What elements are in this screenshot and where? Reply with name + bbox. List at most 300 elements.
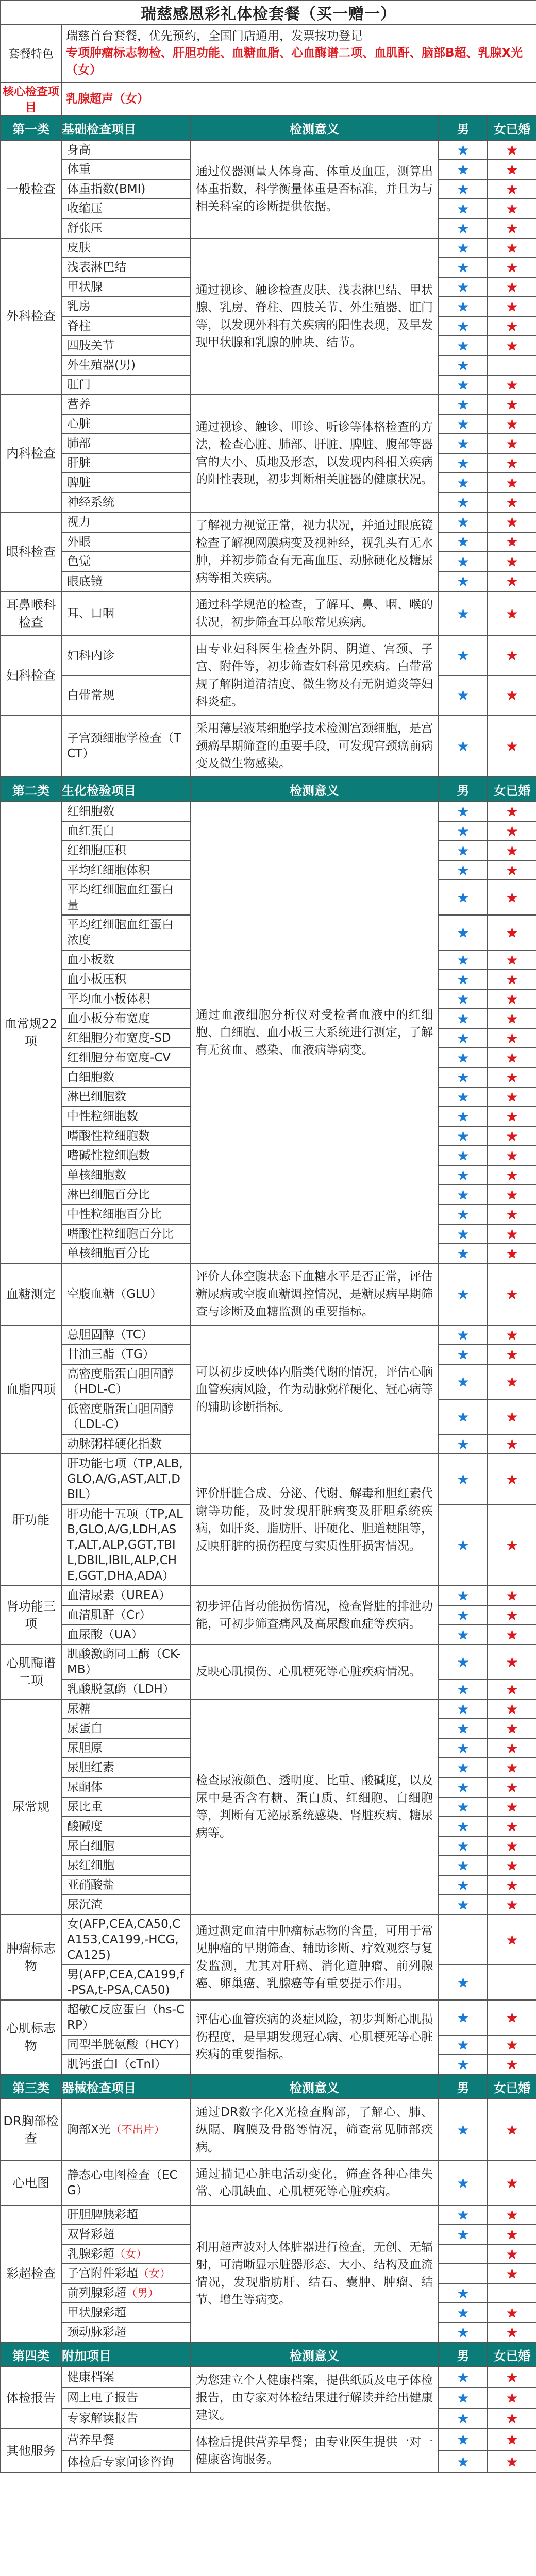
item-description: 利用超声波对人体脏器进行检查，无创、无辐射，可清晰显示脏器形态、大小、结构及血流情况，发现脂肪肝、结石、囊肿、肿瘤、结节、增生等病变。 [190, 2205, 439, 2342]
male-mark: ★ [439, 1817, 488, 1836]
item-name: 平均红细胞血红蛋白浓度 [61, 915, 190, 950]
male-mark: ★ [439, 2408, 488, 2429]
item-name: 四肢关节 [61, 336, 190, 355]
female-mark: ★ [488, 572, 536, 592]
item-name: 平均红细胞血红蛋白量 [61, 880, 190, 915]
item-name: 血红蛋白 [61, 821, 190, 841]
male-mark: ★ [439, 1399, 488, 1434]
male-mark: ★ [439, 1719, 488, 1738]
item-name: 子宫颈细胞学检查（TCT） [61, 715, 190, 777]
male-mark: ★ [439, 179, 488, 199]
col-male-header: 男 [439, 115, 488, 140]
item-name: 皮肤 [61, 238, 190, 258]
female-mark: ★ [488, 915, 536, 950]
female-mark: ★ [488, 802, 536, 821]
item-name: 酸碱度 [61, 1817, 190, 1836]
item-name: 双肾彩超 [61, 2225, 190, 2244]
male-mark: ★ [439, 375, 488, 395]
male-mark [439, 2244, 488, 2264]
female-mark: ★ [488, 715, 536, 777]
female-mark: ★ [488, 1185, 536, 1205]
male-mark: ★ [439, 591, 488, 636]
item-name: 外眼 [61, 532, 190, 552]
female-mark: ★ [488, 1719, 536, 1738]
male-mark: ★ [439, 336, 488, 355]
item-name: 尿糖 [61, 1699, 190, 1719]
features-text [61, 24, 536, 82]
female-mark: ★ [488, 1875, 536, 1895]
female-mark: ★ [488, 1680, 536, 1699]
item-row [1, 1325, 536, 1345]
male-mark: ★ [439, 238, 488, 258]
features-label: 套餐特色 [1, 24, 61, 82]
female-mark: ★ [488, 2264, 536, 2283]
item-name: 淋巴细胞数 [61, 1087, 190, 1107]
female-mark: ★ [488, 1067, 536, 1087]
female-mark: ★ [488, 1504, 536, 1586]
male-mark: ★ [439, 297, 488, 316]
female-mark: ★ [488, 434, 536, 453]
female-mark: ★ [488, 316, 536, 336]
item-name: 肌酸激酶同工酶（CK-MB） [61, 1645, 190, 1680]
male-mark [439, 1914, 488, 1965]
category-cell: 耳鼻喉科检查 [1, 591, 61, 636]
item-name: 红细胞分布宽度-SD [61, 1028, 190, 1048]
item-row [1, 802, 536, 821]
item-description: 可以初步反映体内脂类代谢的情况，评估心脑血管疾病风险，作为动脉粥样硬化、冠心病等的辅助诊断指标。 [190, 1325, 439, 1454]
male-mark: ★ [439, 1048, 488, 1067]
category-cell: 一般检查 [1, 140, 61, 238]
female-mark: ★ [488, 1048, 536, 1067]
male-mark: ★ [439, 1856, 488, 1875]
male-mark: ★ [439, 493, 488, 512]
item-name: 肝脏 [61, 453, 190, 473]
female-mark: ★ [488, 2367, 536, 2387]
item-name: 血清肌酐（Cr） [61, 1605, 190, 1625]
item-name: 女(AFP,CEA,CA50,CA153,CA199,-HCG,CA125) [61, 1914, 190, 1965]
col-male-header: 男 [439, 777, 488, 802]
col-male-header: 男 [439, 2342, 488, 2367]
section-header [1, 115, 536, 140]
item-description: 由专业妇科医生检查外阴、阴道、宫颈、子宫、附件等，初步筛查妇科常见疾病。白带常规了解阴道清洁度、微生物及有无阴道炎等妇科炎症。 [190, 636, 439, 715]
item-name: 红细胞压积 [61, 841, 190, 860]
female-mark: ★ [488, 297, 536, 316]
section-number: 第四类 [1, 2342, 61, 2367]
features-desc: 瑞慈首台套餐，优先预约，全国门店通用，发票按功登记 [66, 29, 362, 43]
female-mark: ★ [488, 1817, 536, 1836]
female-mark: ★ [488, 1205, 536, 1224]
female-mark: ★ [488, 860, 536, 880]
male-mark: ★ [439, 1586, 488, 1605]
category-cell: 眼科检查 [1, 512, 61, 591]
female-mark: ★ [488, 395, 536, 414]
item-name: 同型半胱氨酸（HCY） [61, 2035, 190, 2055]
male-mark: ★ [439, 1738, 488, 1758]
female-mark: ★ [488, 989, 536, 1009]
female-mark: ★ [488, 1009, 536, 1028]
item-name: 专家解读报告 [61, 2408, 190, 2429]
male-mark: ★ [439, 355, 488, 375]
item-description: 评价人体空腹状态下血糖水平是否正常，评估糖尿病或空腹血糖调控情况，是糖尿病早期筛查与诊断及血糖监测的重要指标。 [190, 1263, 439, 1325]
item-name: 甘油三酯（TG） [61, 1345, 190, 1364]
male-mark: ★ [439, 1645, 488, 1680]
item-description: 评价肝脏合成、分泌、代谢、解毒和胆红素代谢等功能，及时发现肝脏病变及肝胆系统疾病，如肝炎、脂肪肝、肝硬化、胆道梗阻等，反映肝脏的损伤程度与实质性肝损害情况。 [190, 1454, 439, 1586]
female-mark: ★ [488, 821, 536, 841]
item-description: 评估心血管疾病的炎症风险，初步判断心肌损伤程度，是早期发现冠心病、心肌梗死等心脏疾病的重要指标。 [190, 2000, 439, 2074]
core-text: 乳腺超声（女） [61, 82, 536, 115]
item-name: 总胆固醇（TC） [61, 1325, 190, 1345]
female-mark: ★ [488, 2225, 536, 2244]
male-mark: ★ [439, 1107, 488, 1126]
section-name: 附加项目 [61, 2342, 190, 2367]
item-row [1, 1263, 536, 1325]
item-row [1, 2099, 536, 2161]
item-note: （女） [138, 2267, 171, 2280]
female-mark: ★ [488, 880, 536, 915]
item-name: 乳房 [61, 297, 190, 316]
item-name: 单核细胞百分比 [61, 1244, 190, 1263]
female-mark: ★ [488, 1028, 536, 1048]
item-name: 空腹血糖（GLU） [61, 1263, 190, 1325]
male-mark: ★ [439, 532, 488, 552]
item-name: 静态心电图检查（ECG） [61, 2161, 190, 2205]
female-mark: ★ [488, 2323, 536, 2342]
female-mark: ★ [488, 453, 536, 473]
item-name: 肝功能七项（TP,ALB,GLO,A/G,AST,ALT,DBIL） [61, 1454, 190, 1504]
female-mark: ★ [488, 199, 536, 218]
item-name: 乳腺彩超（女） [61, 2244, 190, 2264]
item-description: 通过视诊、触诊检查皮肤、浅表淋巴结、甲状腺、乳房、脊柱、四肢关节、外生殖器、肛门等，以发现外科有关疾病的阳性表现，及早发现甲状腺和乳腺的肿块、结节。 [190, 238, 439, 395]
male-mark: ★ [439, 1263, 488, 1325]
female-mark: ★ [488, 1224, 536, 1244]
female-mark: ★ [488, 1895, 536, 1914]
female-mark: ★ [488, 532, 536, 552]
female-mark: ★ [488, 2035, 536, 2055]
female-mark: ★ [488, 1797, 536, 1817]
female-mark: ★ [488, 950, 536, 970]
female-mark: ★ [488, 1165, 536, 1185]
item-description: 为您建立个人健康档案，提供纸质及电子体检报告，由专家对体检结果进行解读并给出健康建议。 [190, 2367, 439, 2429]
category-cell: 彩超检查 [1, 2205, 61, 2342]
item-name: 体重 [61, 160, 190, 179]
male-mark: ★ [439, 1325, 488, 1345]
item-name: 尿胆红素 [61, 1758, 190, 1777]
female-mark: ★ [488, 1856, 536, 1875]
item-name: 视力 [61, 512, 190, 532]
category-cell: 其他服务 [1, 2429, 61, 2473]
item-description: 通过描记心脏电活动变化，筛查各种心律失常、心肌缺血、心肌梗死等心脏疾病。 [190, 2161, 439, 2205]
item-name: 血小板数 [61, 950, 190, 970]
female-mark: ★ [488, 1434, 536, 1454]
female-mark: ★ [488, 1738, 536, 1758]
male-mark: ★ [439, 1165, 488, 1185]
item-name: 色觉 [61, 552, 190, 572]
item-row [1, 1914, 536, 1965]
item-name: 前列腺彩超（男） [61, 2283, 190, 2303]
item-name: 中性粒细胞百分比 [61, 1205, 190, 1224]
male-mark: ★ [439, 2225, 488, 2244]
item-name: 健康档案 [61, 2367, 190, 2387]
section-name: 生化检验项目 [61, 777, 190, 802]
item-name: 亚硝酸盐 [61, 1875, 190, 1895]
male-mark: ★ [439, 1224, 488, 1244]
male-mark: ★ [439, 453, 488, 473]
male-mark: ★ [439, 512, 488, 532]
category-cell: DR胸部检查 [1, 2099, 61, 2161]
male-mark: ★ [439, 915, 488, 950]
col-meaning-header: 检测意义 [190, 2074, 439, 2099]
male-mark: ★ [439, 277, 488, 297]
male-mark: ★ [439, 434, 488, 453]
female-mark: ★ [488, 2055, 536, 2074]
item-description: 体检后提供营养早餐；由专业医生提供一对一健康咨询服务。 [190, 2429, 439, 2473]
female-mark: ★ [488, 2205, 536, 2225]
female-mark: ★ [488, 512, 536, 532]
female-mark: ★ [488, 2099, 536, 2161]
male-mark: ★ [439, 802, 488, 821]
male-mark: ★ [439, 316, 488, 336]
item-name: 平均血小板体积 [61, 989, 190, 1009]
male-mark: ★ [439, 1434, 488, 1454]
male-mark: ★ [439, 1009, 488, 1028]
item-name: 高密度脂蛋白胆固醇（HDL-C） [61, 1364, 190, 1399]
item-name: 肝胆脾胰彩超 [61, 2205, 190, 2225]
item-row [1, 636, 536, 675]
female-mark: ★ [488, 1777, 536, 1797]
male-mark: ★ [439, 1067, 488, 1087]
item-description: 采用薄层液基细胞学技术检测宫颈细胞，是宫颈癌早期筛查的重要手段，可发现宫颈癌前病变及微生物感染。 [190, 715, 439, 777]
female-mark: ★ [488, 160, 536, 179]
item-row [1, 591, 536, 636]
item-name: 嗜碱性粒细胞数 [61, 1146, 190, 1165]
item-name: 体重指数(BMI) [61, 179, 190, 199]
item-name: 子宫附件彩超（女） [61, 2264, 190, 2283]
section-number: 第一类 [1, 115, 61, 140]
title-row [1, 1, 536, 24]
male-mark: ★ [439, 1244, 488, 1263]
female-mark: ★ [488, 140, 536, 160]
item-name: 嗜酸性粒细胞数 [61, 1126, 190, 1146]
male-mark: ★ [439, 1605, 488, 1625]
item-name: 动脉粥样硬化指数 [61, 1434, 190, 1454]
item-name: 神经系统 [61, 493, 190, 512]
item-row [1, 715, 536, 777]
item-name: 营养 [61, 395, 190, 414]
section-number: 第二类 [1, 777, 61, 802]
page-title: 瑞慈感恩彩礼体检套餐（买一赠一） [1, 1, 536, 24]
item-name: 心脏 [61, 414, 190, 434]
male-mark: ★ [439, 473, 488, 493]
item-description: 通过血液细胞分析仪对受检者血液中的红细胞、白细胞、血小板三大系统进行测定，了解有无贫血、感染、血液病等病变。 [190, 802, 439, 1263]
female-mark: ★ [488, 552, 536, 572]
female-mark: ★ [488, 2408, 536, 2429]
item-description: 通过DR数字化X光检查胸部，了解心、肺、纵隔、胸膜及骨骼等情况，筛查常见肺部疾病。 [190, 2099, 439, 2161]
item-name: 体检后专家问诊咨询 [61, 2451, 190, 2473]
female-mark: ★ [488, 2429, 536, 2451]
female-mark: ★ [488, 2161, 536, 2205]
female-mark: ★ [488, 258, 536, 277]
category-cell [1, 715, 61, 777]
male-mark: ★ [439, 395, 488, 414]
male-mark: ★ [439, 1028, 488, 1048]
female-mark: ★ [488, 1126, 536, 1146]
male-mark: ★ [439, 199, 488, 218]
female-mark: ★ [488, 1399, 536, 1434]
item-name: 尿酮体 [61, 1777, 190, 1797]
item-name: 甲状腺彩超 [61, 2303, 190, 2323]
section-name: 基础检查项目 [61, 115, 190, 140]
male-mark: ★ [439, 1364, 488, 1399]
female-mark: ★ [488, 336, 536, 355]
female-mark: ★ [488, 1454, 536, 1504]
male-mark: ★ [439, 1680, 488, 1699]
male-mark: ★ [439, 1625, 488, 1645]
item-name: 白带常规 [61, 675, 190, 715]
female-mark: ★ [488, 2244, 536, 2264]
male-mark: ★ [439, 2303, 488, 2323]
section-number: 第三类 [1, 2074, 61, 2099]
item-name: 颈动脉彩超 [61, 2323, 190, 2342]
category-cell: 尿常规 [1, 1699, 61, 1914]
item-row [1, 2205, 536, 2225]
male-mark: ★ [439, 1758, 488, 1777]
item-row [1, 1645, 536, 1680]
item-name: 中性粒细胞数 [61, 1107, 190, 1126]
female-mark: ★ [488, 1087, 536, 1107]
female-mark: ★ [488, 179, 536, 199]
male-mark: ★ [439, 552, 488, 572]
male-mark: ★ [439, 1205, 488, 1224]
male-mark: ★ [439, 2367, 488, 2387]
female-mark: ★ [488, 1364, 536, 1399]
male-mark: ★ [439, 1126, 488, 1146]
item-name: 网上电子报告 [61, 2387, 190, 2408]
male-mark: ★ [439, 160, 488, 179]
item-name: 肌钙蛋白I（cTnI） [61, 2055, 190, 2074]
item-row [1, 2367, 536, 2387]
male-mark: ★ [439, 1345, 488, 1364]
item-note: （男） [126, 2287, 159, 2299]
col-female-header: 女已婚 [488, 777, 536, 802]
male-mark: ★ [439, 2035, 488, 2055]
male-mark: ★ [439, 1454, 488, 1504]
item-description: 检查尿液颜色、透明度、比重、酸碱度，以及尿中是否含有糖、蛋白质、红细胞、白细胞等，判断有无泌尿系统感染、肾脏疾病、糖尿病等。 [190, 1699, 439, 1914]
male-mark: ★ [439, 414, 488, 434]
male-mark: ★ [439, 715, 488, 777]
item-description: 反映心肌损伤、心肌梗死等心脏疾病情况。 [190, 1645, 439, 1699]
male-mark: ★ [439, 880, 488, 915]
female-mark: ★ [488, 1107, 536, 1126]
female-mark [488, 355, 536, 375]
male-mark: ★ [439, 821, 488, 841]
female-mark: ★ [488, 636, 536, 675]
item-name: 血小板分布宽度 [61, 1009, 190, 1028]
item-description: 通过视诊、触诊、叩诊、听诊等体格检查的方法，检查心脏、肺部、肝脏、脾脏、腹部等器官的大小、质地及形态，以发现内科相关疾病的阳性表现，初步判断相关脏器的健康状况。 [190, 395, 439, 512]
item-name: 乳酸脱氢酶（LDH） [61, 1680, 190, 1699]
item-name: 血清尿素（UREA） [61, 1586, 190, 1605]
intro-row [1, 24, 536, 82]
item-name: 肺部 [61, 434, 190, 453]
male-mark: ★ [439, 2000, 488, 2035]
male-mark: ★ [439, 2429, 488, 2451]
female-mark: ★ [488, 1345, 536, 1364]
category-cell: 心电图 [1, 2161, 61, 2205]
item-row [1, 1586, 536, 1605]
female-mark: ★ [488, 1586, 536, 1605]
item-name: 低密度脂蛋白胆固醇（LDL-C） [61, 1399, 190, 1434]
male-mark: ★ [439, 1087, 488, 1107]
item-description: 通过科学规范的检查，了解耳、鼻、咽、喉的状况，初步筛查耳鼻喉常见疾病。 [190, 591, 439, 636]
female-mark [488, 1965, 536, 2000]
item-note: （女） [114, 2248, 147, 2260]
item-description: 了解视力视觉正常，视力状况，并通过眼底镜检查了解视网膜病变及视神经，视乳头有无水肿，并初步筛查有无高血压、动脉硬化及糖尿病等相关疾病。 [190, 512, 439, 591]
male-mark: ★ [439, 1965, 488, 2000]
female-mark: ★ [488, 1146, 536, 1165]
female-mark: ★ [488, 1645, 536, 1680]
col-meaning-header: 检测意义 [190, 2342, 439, 2367]
item-name: 营养早餐 [61, 2429, 190, 2451]
item-name: 尿红细胞 [61, 1856, 190, 1875]
male-mark: ★ [439, 970, 488, 989]
male-mark: ★ [439, 1875, 488, 1895]
male-mark: ★ [439, 1895, 488, 1914]
male-mark: ★ [439, 2451, 488, 2473]
female-mark: ★ [488, 1263, 536, 1325]
female-mark: ★ [488, 2303, 536, 2323]
male-mark: ★ [439, 2323, 488, 2342]
item-name: 浅表淋巴结 [61, 258, 190, 277]
col-meaning-header: 检测意义 [190, 115, 439, 140]
item-row [1, 1454, 536, 1504]
item-name: 尿胆原 [61, 1738, 190, 1758]
category-cell: 外科检查 [1, 238, 61, 395]
male-mark: ★ [439, 841, 488, 860]
col-meaning-header: 检测意义 [190, 777, 439, 802]
col-female-header: 女已婚 [488, 2342, 536, 2367]
female-mark: ★ [488, 591, 536, 636]
item-description: 初步评估肾功能损伤情况，检查肾脏的排泄功能，可初步筛查痛风及高尿酸血症等疾病。 [190, 1586, 439, 1645]
item-row [1, 512, 536, 532]
male-mark: ★ [439, 1836, 488, 1856]
female-mark: ★ [488, 2000, 536, 2035]
category-cell: 肿瘤标志物 [1, 1914, 61, 2000]
female-mark: ★ [488, 375, 536, 395]
male-mark: ★ [439, 2055, 488, 2074]
category-cell: 心肌标志物 [1, 2000, 61, 2074]
male-mark: ★ [439, 1146, 488, 1165]
male-mark: ★ [439, 2099, 488, 2161]
item-name: 尿蛋白 [61, 1719, 190, 1738]
item-name: 脊柱 [61, 316, 190, 336]
item-name: 尿白细胞 [61, 1836, 190, 1856]
male-mark [439, 2264, 488, 2283]
item-name: 血尿酸（UA） [61, 1625, 190, 1645]
female-mark: ★ [488, 473, 536, 493]
female-mark: ★ [488, 1914, 536, 1965]
category-cell: 血常规22项 [1, 802, 61, 1263]
item-name: 淋巴细胞百分比 [61, 1185, 190, 1205]
category-cell: 血脂四项 [1, 1325, 61, 1454]
item-name: 白细胞数 [61, 1067, 190, 1087]
male-mark: ★ [439, 2283, 488, 2303]
item-name: 妇科内诊 [61, 636, 190, 675]
item-note: （不出片） [110, 2124, 165, 2136]
col-male-header: 男 [439, 2074, 488, 2099]
item-description: 通过仪器测量人体身高、体重及血压，测算出体重指数，科学衡量体重是否标准，并且为与相关科室的诊断提供依据。 [190, 140, 439, 238]
male-mark: ★ [439, 989, 488, 1009]
section-header [1, 2342, 536, 2367]
item-name: 单核细胞数 [61, 1165, 190, 1185]
